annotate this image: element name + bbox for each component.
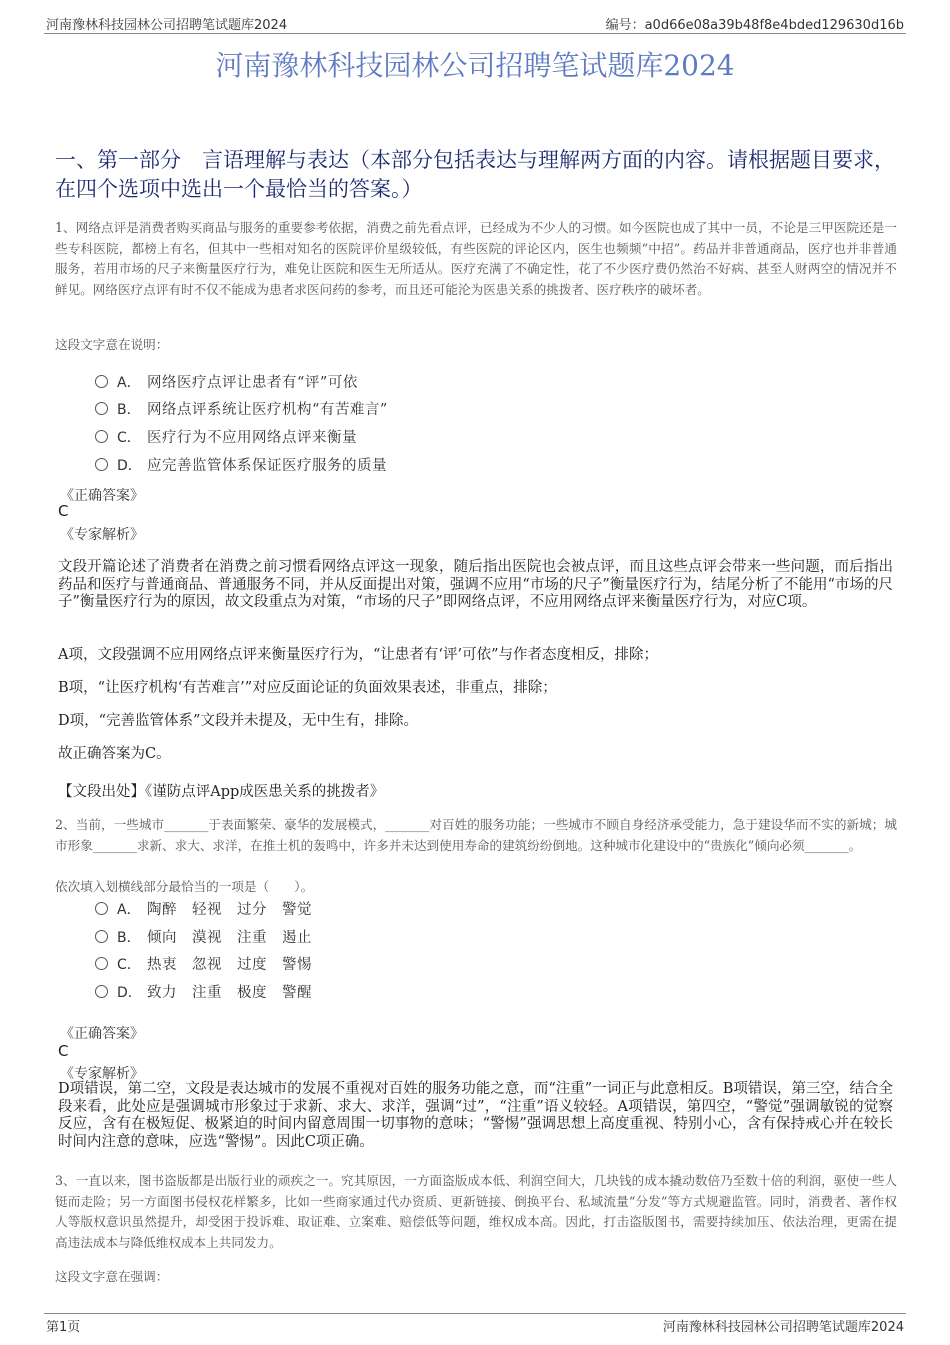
question-1-source: 【文段出处】《谨防点评App成医患关系的挑拨者》 [58,784,385,800]
question-2-option-d[interactable]: D． 致力 注重 极度 警醒 [95,981,312,1003]
header-divider [44,33,906,34]
question-1-prompt: 这段文字意在说明： [55,337,169,352]
radio-icon[interactable] [95,902,108,915]
footer-divider [44,1313,906,1314]
question-2-answer: C [58,1042,69,1060]
question-1-option-c[interactable]: C． 医疗行为不应用网络点评来衡量 [95,426,357,448]
radio-icon[interactable] [95,430,108,443]
question-2-option-a[interactable]: A． 陶醉 轻视 过分 警觉 [95,898,312,920]
question-2-analysis: D项错误，第二空，文段是表达城市的发展不重视对百姓的服务功能之意，而“注重”一词正与此意相反。B项错误，第三空，结合全段来看，此处应是强调城市形象过于求新、求大、求洋，强调“过”，“注重”语义较轻。A项错误，第四空，“警觉”强调敏锐的觉察反应，含有在极短促、极紧迫的时间内留意周围一切事物的意味；“警惕”强调思想上高度重视、特别小心，含有保持戒心并在较长时间内注意的意味，应选“警惕”。因此C项正确。 [58,1081,893,1150]
question-1-analysis-label: 《专家解析》 [60,527,144,543]
radio-icon[interactable] [95,957,108,970]
header-doc-title: 河南豫林科技园林公司招聘笔试题库2024 [46,18,288,33]
question-1-option-a[interactable]: A． 网络医疗点评让患者有“评”可依 [95,371,358,393]
page-title: 河南豫林科技园林公司招聘笔试题库2024 [215,49,735,82]
radio-icon[interactable] [95,375,108,388]
radio-icon[interactable] [95,930,108,943]
question-3-text: 3、一直以来，图书盗版都是出版行业的顽疾之一。究其原因，一方面盗版成本低、利润空间大，几块钱的成本撬动数倍乃至数十倍的利润，驱使一些人铤而走险；另一方面图书侵权花样繁多，比如一些商家通过代办资质、更新链接、倒换平台、私域流量“分发”等方式规避监管。同时，消费者、著作权人等版权意识虽然提升，却受困于投诉难、取证难、立案难、赔偿低等问题，维权成本高。因此，打击盗版图书，需要持续加压、依法治理，更需在提高违法成本与降低维权成本上共同发力。 [55,1173,897,1250]
question-1-answer-label: 《正确答案》 [60,488,144,504]
question-2-prompt: 依次填入划横线部分最恰当的一项是（ ）。 [55,879,314,894]
radio-icon[interactable] [95,402,108,415]
page-number: 第1页 [46,1320,81,1335]
question-2-text: 2、当前，一些城市_______于表面繁荣、豪华的发展模式，_______对百姓的服务功能；一些城市不顾自身经济承受能力，急于建设华而不实的新城；城市形象_______求新、求大、求洋，在推土机的轰鸣中，许多并未达到使用寿命的建筑纷纷倒地。这种城市化建设中的“贵族化”倾向必须_______。 [55,817,897,853]
radio-icon[interactable] [95,458,108,471]
question-1-analysis-para: 故正确答案为C。 [58,746,171,762]
question-1-text: 1、网络点评是消费者购买商品与服务的重要参考依据，消费之前先看点评，已经成为不少人的习惯。如今医院也成了其中一员，不论是三甲医院还是一些专科医院，都榜上有名，但其中一些相对知名的医院评价星级较低，有些医院的评论区内，医生也频频“中招”。药品并非普通商品，医疗也并非普通服务，若用市场的尺子来衡量医疗行为，难免让医院和医生无所适从。医疗充满了不确定性，花了不少医疗费仍然治不好病、甚至人财两空的情况并不鲜见。网络医疗点评有时不仅不能成为患者求医问药的参考，而且还可能沦为医患关系的挑拨者、医疗秩序的破坏者。 [55,220,897,297]
question-3-prompt: 这段文字意在强调： [55,1269,169,1284]
question-1-answer: C [58,502,69,520]
question-2-option-b[interactable]: B． 倾向 漠视 注重 遏止 [95,926,312,948]
question-2-analysis-label: 《专家解析》 [60,1066,144,1082]
question-1-analysis-para: A项，文段强调不应用网络点评来衡量医疗行为，“让患者有‘评’可依”与作者态度相反，排除； [58,647,659,663]
radio-icon[interactable] [95,985,108,998]
question-1-analysis-para: D项，“完善监管体系”文段并未提及，无中生有，排除。 [58,713,418,729]
question-2-answer-label: 《正确答案》 [60,1026,144,1042]
question-2-option-c[interactable]: C． 热衷 忽视 过度 警惕 [95,953,312,975]
question-1-option-b[interactable]: B． 网络点评系统让医疗机构“有苦难言” [95,398,388,420]
question-1-option-d[interactable]: D． 应完善监管体系保证医疗服务的质量 [95,454,387,476]
question-1-analysis-para: 文段开篇论述了消费者在消费之前习惯看网络点评这一现象，随后指出医院也会被点评，而且这些点评会带来一些问题，而后指出药品和医疗与普通商品、普通服务不同，并从反面提出对策，强调不应用“市场的尺子”衡量医疗行为，结尾分析了不能用“市场的尺子”衡量医疗行为的原因，故文段重点为对策，“市场的尺子”即网络点评，不应用网络点评来衡量医疗行为，对应C项。 [58,559,893,610]
footer-doc-title: 河南豫林科技园林公司招聘笔试题库2024 [662,1320,904,1335]
question-1-analysis-para: B项，“让医疗机构‘有苦难言’”对应反面论证的负面效果表述，非重点，排除； [58,680,557,696]
header-doc-id: 编号：a0d66e08a39b48f8e4bded129630d16b [605,18,904,33]
section-heading: 一、第一部分 言语理解与表达（本部分包括表达与理解两方面的内容。请根据题目要求，在四个选项中选出一个最恰当的答案。） [55,148,895,201]
